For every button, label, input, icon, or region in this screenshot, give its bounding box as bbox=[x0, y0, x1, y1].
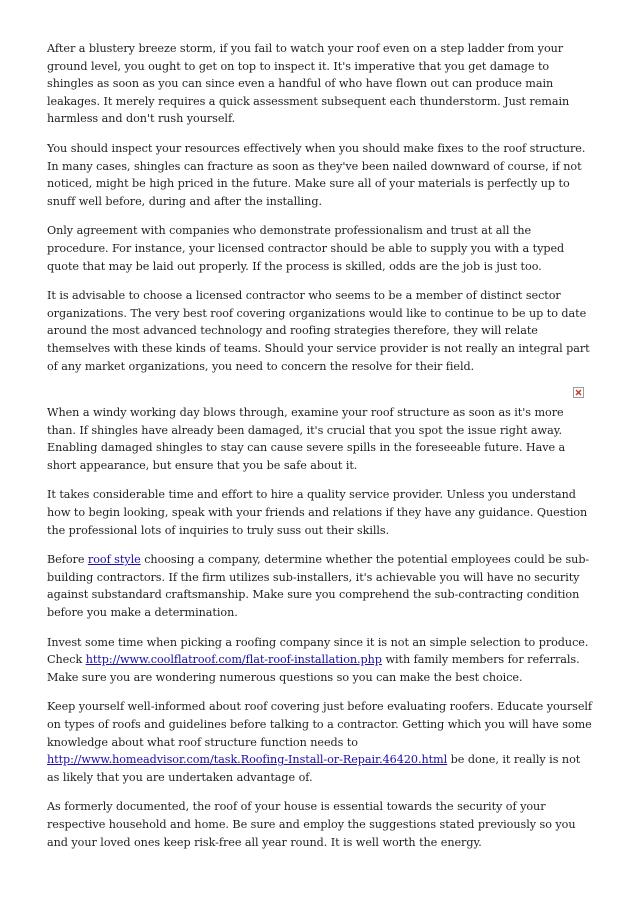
homeadvisor-link[interactable]: http://www.homeadvisor.com/task.Roofing-Install-or-Repair.46420.html bbox=[47, 753, 448, 767]
paragraph-2: You should inspect your resources effectively when you should make fixes to the roof structure. In many cases, shingles can fracture as soon as they've been nailed downward of course, if not noticed, might be high priced in the future. Make sure all of your materials is perfectly up to snuff well before, during and after the installing. bbox=[47, 141, 586, 208]
paragraph-9-after: be done, it really is not as likely that you are undertaken advantage of. bbox=[47, 753, 581, 784]
paragraph-7 bbox=[47, 551, 595, 621]
paragraph-7-after: choosing a company, determine whether the potential employees could be sub-building contractors. If the firm utilizes sub-installers, it's achievable you will have no security against substandard craftsmanship. Make sure you comprehend the sub-contracting condition before you make a determination. bbox=[47, 553, 590, 620]
broken-image-icon bbox=[573, 387, 584, 398]
paragraph-7-before: Before bbox=[47, 553, 88, 567]
paragraph-1: After a blustery breeze storm, if you fail to watch your roof even on a step ladder from your ground level, you ought to get on top to inspect it. It's imperative that you get damage to shingles as soon as you can since even a handful of who have flown out can produce main leakages. It merely requires a quick assessment subsequent each thunderstorm. Just remain harmless and don't rush yourself. bbox=[47, 42, 570, 126]
paragraph-8-before: Invest some time when picking a roofing company since it is not an simple selection to produce. Check bbox=[47, 635, 589, 667]
paragraph-8-after: with family members for referrals. Make sure you are wondering numerous questions so you can make the best choice. bbox=[47, 653, 580, 684]
roof-style-link[interactable]: roof style bbox=[87, 553, 141, 567]
paragraph-8 bbox=[47, 634, 595, 687]
paragraph-3: Only agreement with companies who demonstrate professionalism and trust at all the procedure. For instance, your licensed contractor should be able to supply you with a typed quote that may be laid out properly. If the process is skilled, odds are the job is just too. bbox=[47, 224, 565, 273]
paragraph-5: When a windy working day blows through, examine your roof structure as soon as it's more than. If shingles have already been damaged, it's crucial that you spot the issue right away. Enabling damaged shingles to stay can cause severe spills in the foreseeable future. Have a short appearance, but ensure that you be safe about it. bbox=[47, 406, 566, 472]
paragraph-6: It takes considerable time and effort to hire a quality service provider. Unless you understand how to begin looking, speak with your friends and relations if they have any guidance. Question the professional lots of inquiries to truly suss out their skills. bbox=[47, 488, 588, 537]
coolflatroof-link[interactable]: http://www.coolflatroof.com/flat-roof-installation.php bbox=[85, 653, 382, 667]
article-body bbox=[47, 40, 595, 863]
paragraph-9 bbox=[47, 698, 595, 786]
paragraph-4: It is advisable to choose a licensed contractor who seems to be a member of distinct sector organizations. The very best roof covering organizations would like to continue to be up to date around the most advanced technology and roofing strategies therefore, they will relate themselves with these kinds of teams. Should your service provider is not really an integral part of any market organizations, you need to concern the resolve for their field. bbox=[47, 289, 590, 373]
paragraph-9-before: Keep yourself well-informed about roof covering just before evaluating roofers. Educate yourself on types of roofs and guidelines before talking to a contractor. Getting which you will have some knowledge about what roof structure function needs to bbox=[47, 700, 593, 749]
paragraph-10: As formerly documented, the roof of your house is essential towards the security of your respective household and home. Be sure and employ the suggestions stated previously so you and your loved ones keep risk-free all year round. It is well worth the energy. bbox=[47, 800, 576, 849]
